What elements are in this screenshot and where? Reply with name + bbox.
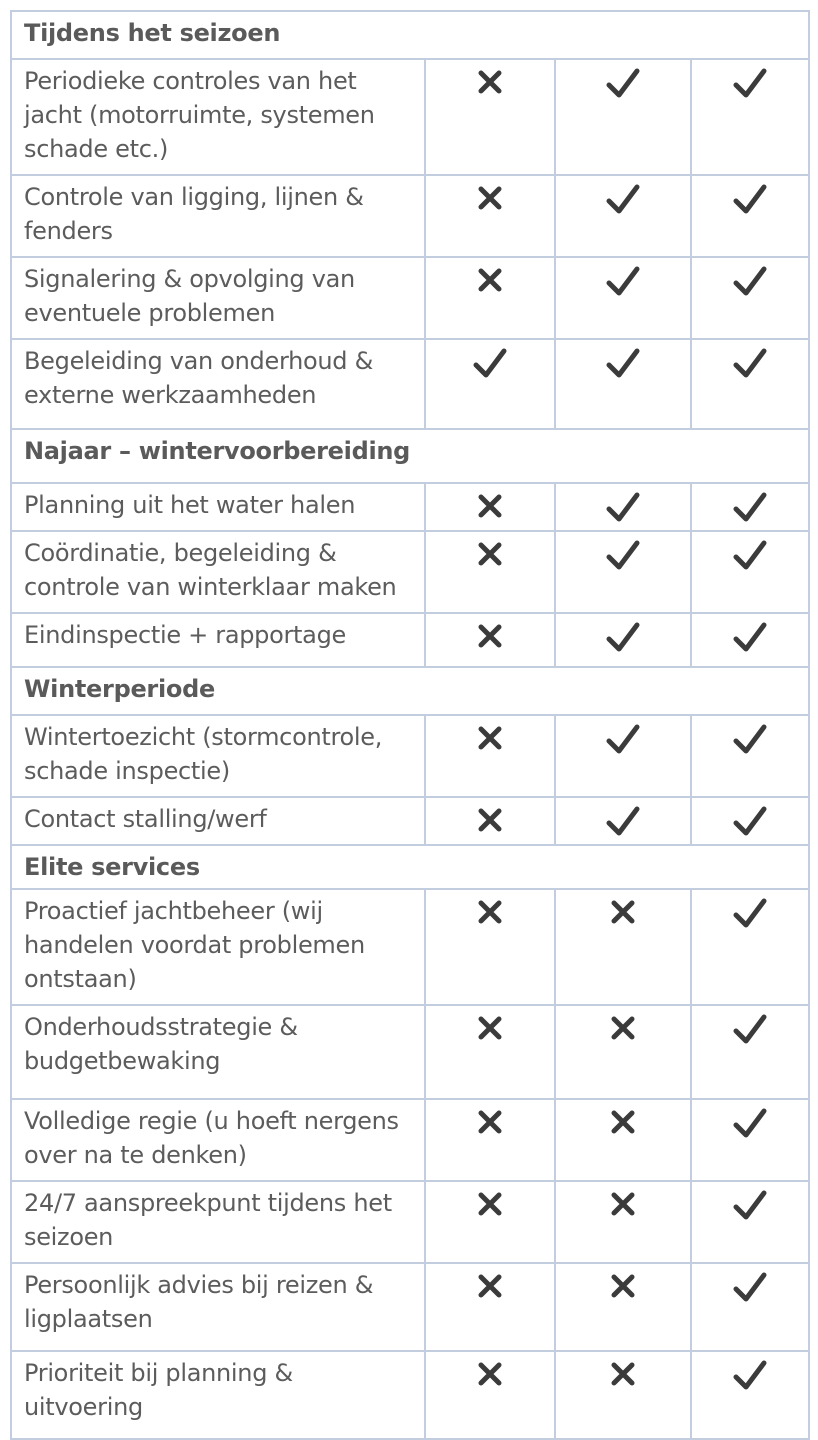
section-title: Winterperiode (11, 667, 809, 715)
check-icon (733, 68, 767, 100)
check-icon (733, 1360, 767, 1392)
section-title: Najaar – wintervoorbereiding (11, 429, 809, 483)
table-row (11, 531, 809, 613)
check-icon (733, 1108, 767, 1140)
tier-3-mark-cell (691, 339, 809, 429)
tier-2-mark-cell (555, 1005, 691, 1099)
tier-3-mark-cell (691, 531, 809, 613)
table-row (11, 1263, 809, 1351)
cross-icon (478, 1110, 502, 1134)
tier-3-mark-cell (691, 1263, 809, 1351)
tier-2-mark-cell (555, 1099, 691, 1181)
service-label: Volledige regie (u hoeft nergens over na te denken) (11, 1099, 425, 1181)
check-icon (606, 622, 640, 654)
tier-1-mark-cell (425, 613, 555, 667)
tier-2-mark-cell (555, 257, 691, 339)
service-label: Coördinatie, begeleiding & controle van winterklaar maken (11, 531, 425, 613)
cross-icon (478, 494, 502, 518)
check-icon (733, 724, 767, 756)
tier-1-mark-cell (425, 1099, 555, 1181)
tier-1-mark-cell (425, 889, 555, 1005)
service-label: Contact stalling/werf (11, 797, 425, 845)
table-row (11, 339, 809, 429)
service-label: 24/7 aanspreekpunt tijdens het seizoen (11, 1181, 425, 1263)
tier-2-mark-cell (555, 715, 691, 797)
tier-3-mark-cell (691, 715, 809, 797)
check-icon (733, 540, 767, 572)
check-icon (606, 540, 640, 572)
tier-1-mark-cell (425, 797, 555, 845)
cross-icon (611, 900, 635, 924)
table-row (11, 715, 809, 797)
cross-icon (478, 808, 502, 832)
cross-icon (478, 70, 502, 94)
cross-icon (478, 900, 502, 924)
tier-1-mark-cell (425, 531, 555, 613)
service-label: Periodieke controles van het jacht (motorruimte, systemen schade etc.) (11, 59, 425, 175)
tier-3-mark-cell (691, 257, 809, 339)
tier-1-mark-cell (425, 175, 555, 257)
tier-2-mark-cell (555, 175, 691, 257)
tier-1-mark-cell (425, 1351, 555, 1439)
check-icon (733, 898, 767, 930)
tier-3-mark-cell (691, 59, 809, 175)
tier-1-mark-cell (425, 1181, 555, 1263)
section-title: Tijdens het seizoen (11, 11, 809, 59)
service-label: Proactief jachtbeheer (wij handelen voordat problemen ontstaan) (11, 889, 425, 1005)
tier-3-mark-cell (691, 613, 809, 667)
tier-1-mark-cell (425, 59, 555, 175)
tier-2-mark-cell (555, 531, 691, 613)
service-comparison-table (10, 10, 810, 1440)
cross-icon (478, 726, 502, 750)
service-label: Onderhoudsstrategie & budgetbewaking (11, 1005, 425, 1099)
tier-2-mark-cell (555, 889, 691, 1005)
cross-icon (611, 1110, 635, 1134)
tier-1-mark-cell (425, 1263, 555, 1351)
service-label: Prioriteit bij planning & uitvoering (11, 1351, 425, 1439)
tier-3-mark-cell (691, 175, 809, 257)
tier-1-mark-cell (425, 715, 555, 797)
check-icon (733, 622, 767, 654)
table-body (11, 11, 809, 1439)
cross-icon (478, 1016, 502, 1040)
tier-3-mark-cell (691, 1005, 809, 1099)
tier-3-mark-cell (691, 483, 809, 531)
check-icon (733, 1272, 767, 1304)
check-icon (733, 806, 767, 838)
cross-icon (611, 1016, 635, 1040)
tier-2-mark-cell (555, 1263, 691, 1351)
table-row (11, 889, 809, 1005)
section-header-row (11, 11, 809, 59)
tier-3-mark-cell (691, 1099, 809, 1181)
check-icon (606, 724, 640, 756)
tier-2-mark-cell (555, 483, 691, 531)
check-icon (733, 266, 767, 298)
cross-icon (478, 1274, 502, 1298)
check-icon (733, 348, 767, 380)
table-row (11, 59, 809, 175)
tier-3-mark-cell (691, 889, 809, 1005)
check-icon (606, 68, 640, 100)
table-row (11, 1099, 809, 1181)
table-row (11, 483, 809, 531)
service-label: Eindinspectie + rapportage (11, 613, 425, 667)
cross-icon (478, 624, 502, 648)
cross-icon (478, 186, 502, 210)
tier-1-mark-cell (425, 1005, 555, 1099)
cross-icon (611, 1192, 635, 1216)
service-label: Persoonlijk advies bij reizen & ligplaatsen (11, 1263, 425, 1351)
cross-icon (611, 1362, 635, 1386)
table-row (11, 1005, 809, 1099)
section-header-row (11, 667, 809, 715)
check-icon (473, 348, 507, 380)
table-row (11, 1181, 809, 1263)
check-icon (733, 184, 767, 216)
check-icon (606, 806, 640, 838)
table-row (11, 175, 809, 257)
cross-icon (611, 1274, 635, 1298)
service-label: Controle van ligging, lijnen & fenders (11, 175, 425, 257)
table-row (11, 613, 809, 667)
service-label: Signalering & opvolging van eventuele problemen (11, 257, 425, 339)
tier-3-mark-cell (691, 797, 809, 845)
check-icon (606, 492, 640, 524)
check-icon (606, 348, 640, 380)
check-icon (733, 1014, 767, 1046)
tier-1-mark-cell (425, 257, 555, 339)
tier-2-mark-cell (555, 613, 691, 667)
service-label: Planning uit het water halen (11, 483, 425, 531)
tier-3-mark-cell (691, 1181, 809, 1263)
tier-2-mark-cell (555, 59, 691, 175)
cross-icon (478, 1362, 502, 1386)
cross-icon (478, 542, 502, 566)
check-icon (733, 492, 767, 524)
tier-3-mark-cell (691, 1351, 809, 1439)
cross-icon (478, 1192, 502, 1216)
tier-2-mark-cell (555, 797, 691, 845)
tier-1-mark-cell (425, 483, 555, 531)
tier-2-mark-cell (555, 339, 691, 429)
service-label: Wintertoezicht (stormcontrole, schade inspectie) (11, 715, 425, 797)
check-icon (606, 184, 640, 216)
section-title: Elite services (11, 845, 809, 889)
table-row (11, 797, 809, 845)
cross-icon (478, 268, 502, 292)
tier-2-mark-cell (555, 1181, 691, 1263)
service-label: Begeleiding van onderhoud & externe werkzaamheden (11, 339, 425, 429)
table-row (11, 1351, 809, 1439)
table-row (11, 257, 809, 339)
check-icon (606, 266, 640, 298)
section-header-row (11, 429, 809, 483)
tier-2-mark-cell (555, 1351, 691, 1439)
section-header-row (11, 845, 809, 889)
check-icon (733, 1190, 767, 1222)
tier-1-mark-cell (425, 339, 555, 429)
